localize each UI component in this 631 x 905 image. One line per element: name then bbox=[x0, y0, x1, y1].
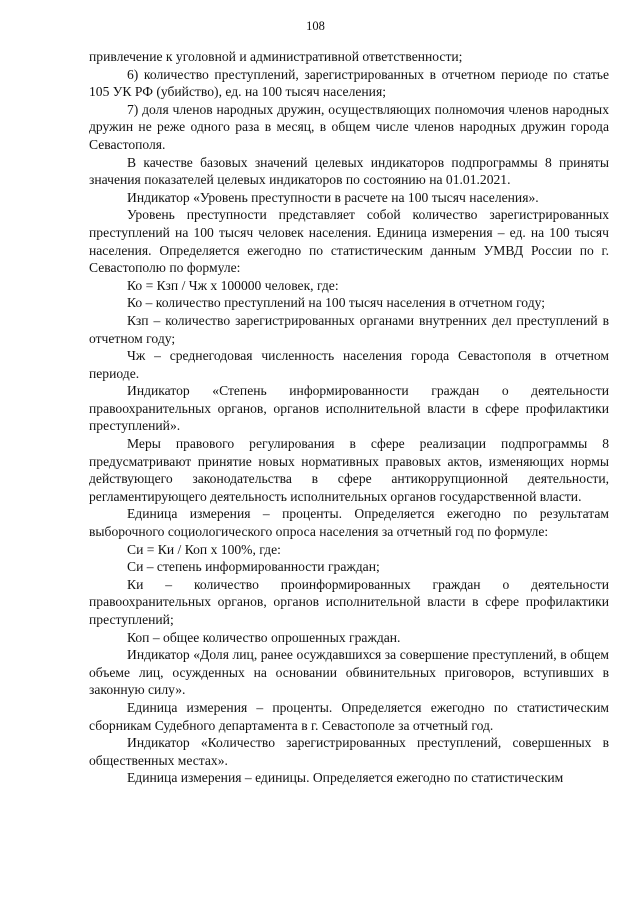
paragraph: Коп – общее количество опрошенных граждан. bbox=[127, 629, 401, 645]
paragraph: Индикатор «Степень информированности граждан о деятельности правоохранительных органов, органов исполнительной власти в сфере профилактики преступлений». bbox=[89, 383, 609, 434]
formula: Ко = Кзп / Чж х 100000 человек, где: bbox=[127, 277, 339, 293]
paragraph: Уровень преступности представляет собой количество зарегистрированных преступлений на 100 тысяч человек населения. Единица измерения – ед. на 100 тысяч населения. Определяется ежегодно по статистическим данным УМВД России по г. Севастополю по формуле: bbox=[89, 207, 609, 276]
page-number: 108 bbox=[306, 19, 325, 33]
paragraph: Си – степень информированности граждан; bbox=[127, 559, 380, 575]
paragraph: Чж – среднегодовая численность населения города Севастополя в отчетном периоде. bbox=[89, 348, 609, 381]
paragraph: Единица измерения – проценты. Определяется ежегодно по статистическим сборникам Судебного департамента в г. Севастополе за отчетный год. bbox=[89, 699, 609, 733]
paragraph: Индикатор «Количество зарегистрированных преступлений, совершенных в общественных местах». bbox=[89, 735, 609, 768]
paragraph: 7) доля членов народных дружин, осуществляющих полномочия членов народных дружин не реже одного раза в месяц, в общем числе членов народных дружин города Севастополя. bbox=[89, 101, 609, 152]
paragraph: Единица измерения – проценты. Определяется ежегодно по результатам выборочного социологического опроса населения за отчетный год по формуле: bbox=[89, 506, 609, 540]
formula: Си = Ки / Коп х 100%, где: bbox=[127, 541, 281, 557]
paragraph: Кзп – количество зарегистрированных органами внутренних дел преступлений в отчетном году; bbox=[89, 312, 609, 346]
paragraph: Меры правового регулирования в сфере реализации подпрограммы 8 предусматривают принятие новых нормативных правовых актов, изменяющих нормы действующего законодательства в сфере антикоррупционной деятельности, регламентирующего деятельность исполнительных органов государственной власти. bbox=[89, 436, 609, 504]
paragraph: привлечение к уголовной и административной ответственности; bbox=[89, 49, 463, 64]
paragraph: Индикатор «Доля лиц, ранее осуждавшихся за совершение преступлений, в общем объеме лиц, осужденных на основании обвинительных приговоров, вступивших в законную силу». bbox=[89, 647, 609, 698]
paragraph: В качестве базовых значений целевых индикаторов подпрограммы 8 приняты значения показателей целевых индикаторов по состоянию на 01.01.2021. bbox=[89, 154, 609, 188]
paragraph: Ко – количество преступлений на 100 тысяч населения в отчетном году; bbox=[127, 295, 546, 311]
document-body bbox=[89, 48, 609, 787]
paragraph: Ки – количество проинформированных граждан о деятельности правоохранительных органов, органов исполнительной власти в сфере профилактики преступлений; bbox=[89, 576, 609, 627]
paragraph: Индикатор «Уровень преступности в расчете на 100 тысяч населения». bbox=[127, 189, 539, 205]
paragraph: 6) количество преступлений, зарегистрированных в отчетном периоде по статье 105 УК РФ (убийство), ед. на 100 тысяч населения; bbox=[89, 66, 609, 100]
paragraph: Единица измерения – единицы. Определяется ежегодно по статистическим bbox=[127, 770, 564, 786]
